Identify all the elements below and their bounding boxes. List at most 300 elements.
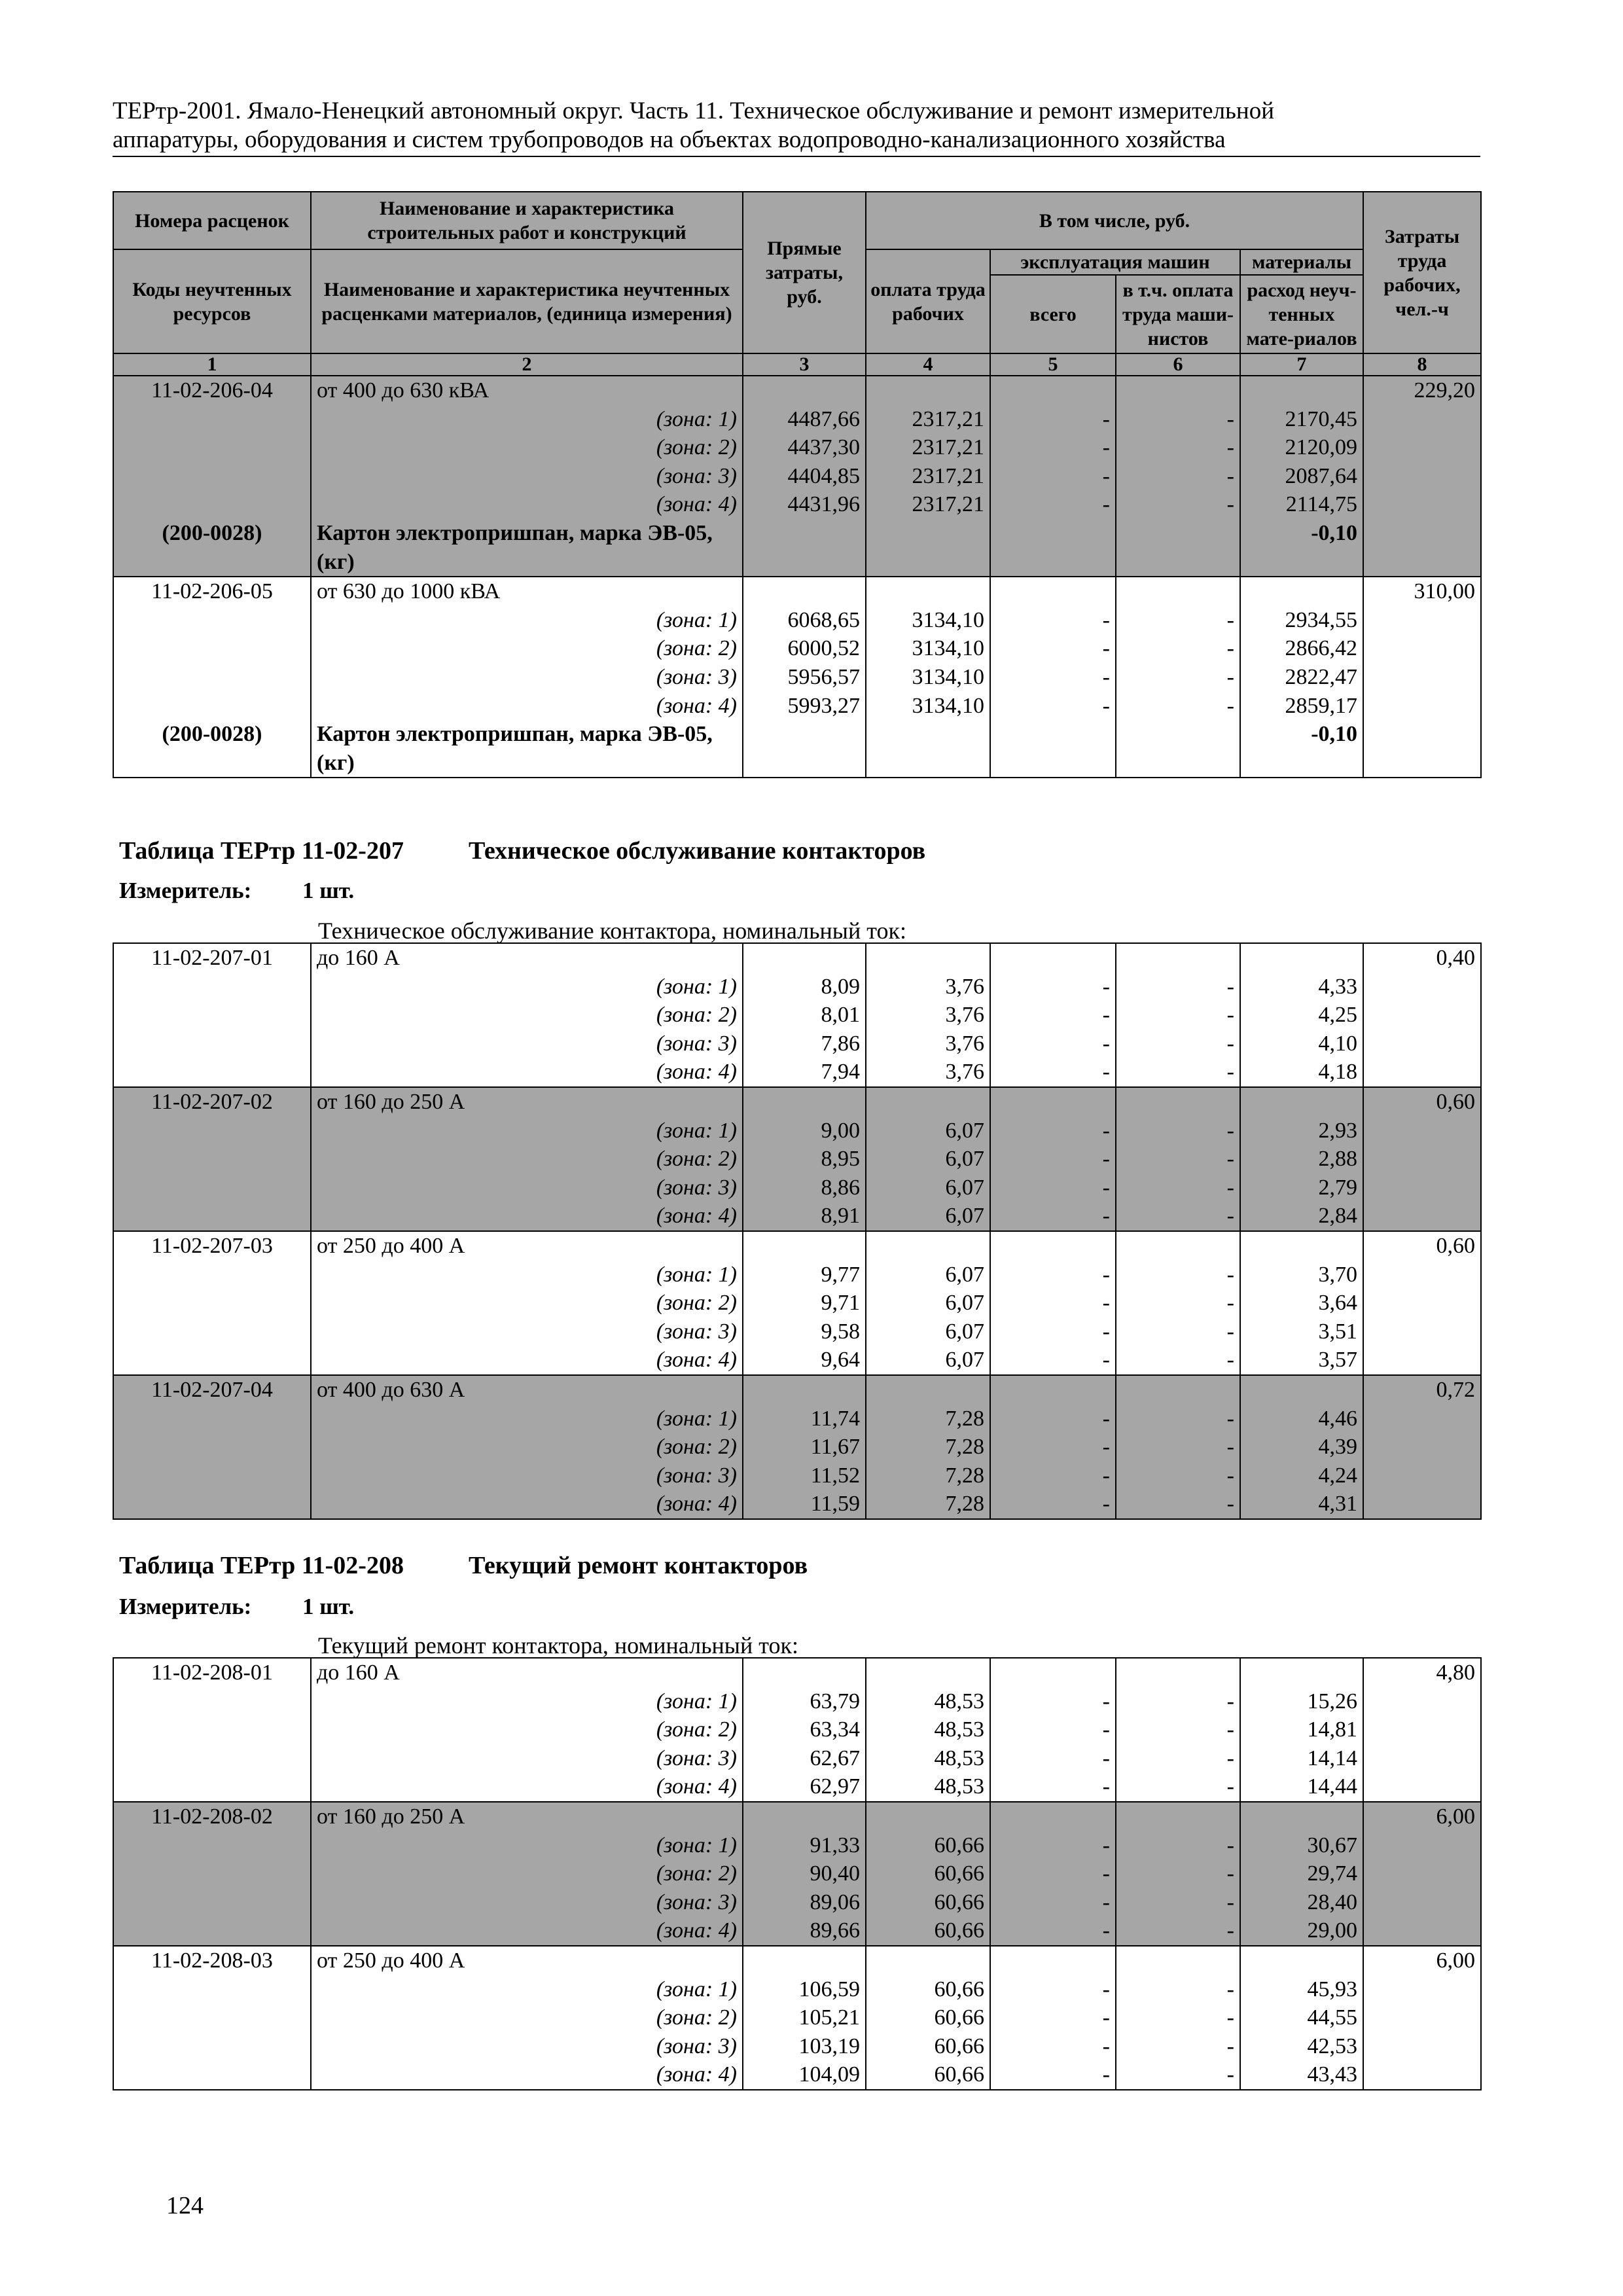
empty-cell [1116, 519, 1240, 577]
empty-cell [1363, 1058, 1481, 1087]
materials-cost: 2,84 [1240, 1202, 1363, 1231]
machines-cost: - [990, 1687, 1116, 1716]
empty-cell [1240, 1658, 1363, 1687]
empty-cell [113, 2003, 311, 2032]
wage-cost: 60,66 [866, 1888, 990, 1917]
zone-label: (зона: 1) [311, 973, 743, 1001]
material-code: (200-0028) [113, 519, 311, 577]
empty-cell [1240, 577, 1363, 606]
empty-cell [990, 519, 1116, 577]
zone-row [113, 433, 1481, 462]
machines-wage-cost: - [1116, 1916, 1240, 1946]
empty-cell [1116, 1802, 1240, 1831]
empty-cell [743, 1658, 866, 1687]
empty-cell [1363, 490, 1481, 519]
empty-cell [1363, 1117, 1481, 1145]
header-materials: материалы [1240, 249, 1363, 275]
zone-label: (зона: 3) [311, 1462, 743, 1490]
machines-cost: - [990, 490, 1116, 519]
wage-cost: 3,76 [866, 1001, 990, 1030]
machines-wage-cost: - [1116, 2060, 1240, 2090]
rate-code: 11-02-207-02 [113, 1087, 311, 1117]
machines-cost: - [990, 1462, 1116, 1490]
machines-wage-cost: - [1116, 1030, 1240, 1058]
zone-row [113, 1058, 1481, 1087]
machines-wage-cost: - [1116, 692, 1240, 721]
material-code: (200-0028) [113, 720, 311, 778]
machines-cost: - [990, 1117, 1116, 1145]
zone-label: (зона: 3) [311, 462, 743, 491]
empty-cell [1363, 1174, 1481, 1202]
empty-cell [1363, 2003, 1481, 2032]
empty-cell [1363, 1462, 1481, 1490]
empty-cell [113, 1744, 311, 1773]
empty-cell [1363, 1318, 1481, 1346]
zone-label: (зона: 3) [311, 1318, 743, 1346]
empty-cell [113, 1715, 311, 1744]
wage-cost: 6,07 [866, 1346, 990, 1375]
empty-cell [1363, 462, 1481, 491]
header-machines: эксплуатация машин [990, 249, 1240, 275]
machines-cost: - [990, 1346, 1116, 1375]
wage-cost: 7,28 [866, 1405, 990, 1433]
empty-cell [1363, 405, 1481, 434]
empty-cell [1363, 2032, 1481, 2061]
empty-cell [1363, 606, 1481, 635]
wage-cost: 60,66 [866, 1916, 990, 1946]
zone-label: (зона: 3) [311, 1030, 743, 1058]
machines-wage-cost: - [1116, 1318, 1240, 1346]
machines-wage-cost: - [1116, 1261, 1240, 1289]
col-number: 8 [1363, 353, 1481, 376]
machines-cost: - [990, 462, 1116, 491]
table-row [113, 943, 1481, 973]
machines-wage-cost: - [1116, 433, 1240, 462]
machines-wage-cost: - [1116, 490, 1240, 519]
col-number: 3 [743, 353, 866, 376]
machines-cost: - [990, 1859, 1116, 1888]
empty-cell [990, 577, 1116, 606]
rate-name: от 160 до 250 А [311, 1802, 743, 1831]
empty-cell [1116, 1946, 1240, 1975]
wage-cost: 6,07 [866, 1145, 990, 1174]
section-207-name: Техническое обслуживание контакторов [469, 837, 926, 865]
machines-cost: - [990, 1030, 1116, 1058]
materials-cost: 4,46 [1240, 1405, 1363, 1433]
empty-cell [1363, 1916, 1481, 1946]
direct-cost: 105,21 [743, 2003, 866, 2032]
empty-cell [866, 1658, 990, 1687]
zone-row [113, 2060, 1481, 2090]
direct-cost: 89,66 [743, 1916, 866, 1946]
table-row [113, 1087, 1481, 1117]
direct-cost: 8,86 [743, 1174, 866, 1202]
empty-cell [1363, 1744, 1481, 1773]
zone-row [113, 1289, 1481, 1318]
zone-row [113, 1202, 1481, 1231]
empty-cell [113, 462, 311, 491]
empty-cell [1363, 1145, 1481, 1174]
empty-cell [113, 2060, 311, 2090]
col-number: 1 [113, 353, 311, 376]
wage-cost: 60,66 [866, 1831, 990, 1860]
materials-cost: 45,93 [1240, 1975, 1363, 2004]
empty-cell [113, 1916, 311, 1946]
col-number: 6 [1116, 353, 1240, 376]
zone-label: (зона: 3) [311, 2032, 743, 2061]
section-208-title [119, 1551, 808, 1580]
machines-cost: - [990, 2032, 1116, 2061]
direct-cost: 9,77 [743, 1261, 866, 1289]
material-row [113, 519, 1481, 577]
empty-cell [113, 1058, 311, 1087]
machines-wage-cost: - [1116, 1001, 1240, 1030]
direct-cost: 11,52 [743, 1462, 866, 1490]
zone-row [113, 973, 1481, 1001]
empty-cell [113, 1831, 311, 1860]
empty-cell [1363, 1772, 1481, 1802]
materials-cost: 4,25 [1240, 1001, 1363, 1030]
machines-cost: - [990, 1715, 1116, 1744]
machines-cost: - [990, 692, 1116, 721]
empty-cell [1116, 376, 1240, 405]
direct-cost: 4404,85 [743, 462, 866, 491]
direct-cost: 89,06 [743, 1888, 866, 1917]
machines-wage-cost: - [1116, 1831, 1240, 1860]
zone-row [113, 1433, 1481, 1462]
col-number: 7 [1240, 353, 1363, 376]
empty-cell [113, 634, 311, 663]
zone-label: (зона: 2) [311, 1145, 743, 1174]
table-row [113, 1375, 1481, 1405]
empty-cell [1116, 1087, 1240, 1117]
materials-cost: 2,93 [1240, 1117, 1363, 1145]
rate-code: 11-02-208-03 [113, 1946, 311, 1975]
zone-row [113, 1888, 1481, 1917]
zone-label: (зона: 1) [311, 1117, 743, 1145]
zone-row [113, 606, 1481, 635]
zone-row [113, 1261, 1481, 1289]
empty-cell [743, 1375, 866, 1405]
wage-cost: 60,66 [866, 1859, 990, 1888]
empty-cell [990, 1802, 1116, 1831]
zone-row [113, 1744, 1481, 1773]
empty-cell [1363, 1975, 1481, 2004]
header-labor: Затраты труда рабочих, чел.-ч [1363, 192, 1481, 353]
zone-label: (зона: 1) [311, 1975, 743, 2004]
labor-cost: 310,00 [1363, 577, 1481, 606]
zone-label: (зона: 4) [311, 1916, 743, 1946]
empty-cell [743, 519, 866, 577]
zone-label: (зона: 1) [311, 1405, 743, 1433]
empty-cell [743, 1087, 866, 1117]
header-col1-bottom: Коды неучтенных ресурсов [113, 249, 311, 353]
material-row [113, 720, 1481, 778]
zone-label: (зона: 4) [311, 692, 743, 721]
zone-label: (зона: 2) [311, 1001, 743, 1030]
machines-cost: - [990, 1744, 1116, 1773]
zone-row [113, 1916, 1481, 1946]
zone-label: (зона: 2) [311, 1859, 743, 1888]
header-machines-total: всего [990, 275, 1116, 353]
materials-cost: 4,18 [1240, 1058, 1363, 1087]
rate-name: до 160 А [311, 943, 743, 973]
direct-cost: 11,59 [743, 1490, 866, 1519]
zone-label: (зона: 4) [311, 1772, 743, 1802]
materials-cost: 14,44 [1240, 1772, 1363, 1802]
empty-cell [1363, 1433, 1481, 1462]
wage-cost: 7,28 [866, 1490, 990, 1519]
materials-cost: 29,00 [1240, 1916, 1363, 1946]
labor-cost: 229,20 [1363, 376, 1481, 405]
machines-wage-cost: - [1116, 1346, 1240, 1375]
materials-cost: 3,64 [1240, 1289, 1363, 1318]
machines-cost: - [990, 1174, 1116, 1202]
direct-cost: 9,71 [743, 1289, 866, 1318]
empty-cell [113, 606, 311, 635]
wage-cost: 48,53 [866, 1715, 990, 1744]
rates-table-206 [113, 191, 1482, 778]
zone-row [113, 1001, 1481, 1030]
rate-name: от 250 до 400 А [311, 1946, 743, 1975]
empty-cell [866, 720, 990, 778]
zone-label: (зона: 1) [311, 1261, 743, 1289]
direct-cost: 9,58 [743, 1318, 866, 1346]
header-line-1: ТЕРтр-2001. Ямало-Ненецкий автономный округ. Часть 11. Техническое обслуживание и ремонт измерительной [113, 98, 1275, 124]
wage-cost: 6,07 [866, 1261, 990, 1289]
direct-cost: 63,34 [743, 1715, 866, 1744]
zone-row [113, 2032, 1481, 2061]
materials-cost: 3,57 [1240, 1346, 1363, 1375]
zone-row [113, 2003, 1481, 2032]
materials-cost: 2859,17 [1240, 692, 1363, 721]
header-group: В том числе, руб. [866, 192, 1363, 249]
section-207-meter [119, 877, 354, 905]
direct-cost: 4487,66 [743, 405, 866, 434]
direct-cost: 6068,65 [743, 606, 866, 635]
zone-label: (зона: 3) [311, 1174, 743, 1202]
empty-cell [866, 943, 990, 973]
empty-cell [1240, 943, 1363, 973]
zone-label: (зона: 2) [311, 2003, 743, 2032]
empty-cell [113, 692, 311, 721]
rates-table-208 [113, 1657, 1482, 2090]
machines-cost: - [990, 606, 1116, 635]
empty-cell [1240, 1946, 1363, 1975]
direct-cost: 8,09 [743, 973, 866, 1001]
materials-cost: 14,81 [1240, 1715, 1363, 1744]
materials-cost: 3,51 [1240, 1318, 1363, 1346]
direct-cost: 7,94 [743, 1058, 866, 1087]
zone-label: (зона: 2) [311, 1715, 743, 1744]
empty-cell [866, 1375, 990, 1405]
zone-row [113, 1859, 1481, 1888]
machines-wage-cost: - [1116, 1772, 1240, 1802]
wage-cost: 60,66 [866, 2032, 990, 2061]
machines-cost: - [990, 663, 1116, 692]
materials-cost: 2087,64 [1240, 462, 1363, 491]
wage-cost: 6,07 [866, 1289, 990, 1318]
table-row [113, 1658, 1481, 1687]
zone-label: (зона: 2) [311, 1433, 743, 1462]
empty-cell [1116, 1375, 1240, 1405]
labor-cost: 6,00 [1363, 1946, 1481, 1975]
empty-cell [113, 1318, 311, 1346]
materials-cost: 28,40 [1240, 1888, 1363, 1917]
machines-cost: - [990, 634, 1116, 663]
empty-cell [990, 1231, 1116, 1261]
zone-row [113, 1318, 1481, 1346]
machines-cost: - [990, 1916, 1116, 1946]
rate-code: 11-02-208-01 [113, 1658, 311, 1687]
empty-cell [113, 1001, 311, 1030]
zone-label: (зона: 3) [311, 663, 743, 692]
machines-wage-cost: - [1116, 606, 1240, 635]
empty-cell [1363, 1859, 1481, 1888]
section-207-subtitle: Техническое обслуживание контактора, номинальный ток: [318, 918, 906, 944]
machines-wage-cost: - [1116, 634, 1240, 663]
page-header [113, 97, 1480, 157]
zone-label: (зона: 3) [311, 1888, 743, 1917]
col-number: 4 [866, 353, 990, 376]
wage-cost: 7,28 [866, 1433, 990, 1462]
materials-cost: 2866,42 [1240, 634, 1363, 663]
direct-cost: 63,79 [743, 1687, 866, 1716]
zone-row [113, 634, 1481, 663]
materials-cost: 3,70 [1240, 1261, 1363, 1289]
rate-name: от 250 до 400 А [311, 1231, 743, 1261]
zone-label: (зона: 4) [311, 1058, 743, 1087]
empty-cell [113, 663, 311, 692]
empty-cell [743, 1802, 866, 1831]
zone-row [113, 1831, 1481, 1860]
empty-cell [990, 1375, 1116, 1405]
materials-cost: 4,24 [1240, 1462, 1363, 1490]
rate-name: от 630 до 1000 кВА [311, 577, 743, 606]
machines-cost: - [990, 433, 1116, 462]
materials-cost: 4,10 [1240, 1030, 1363, 1058]
empty-cell [113, 1030, 311, 1058]
empty-cell [113, 490, 311, 519]
zone-label: (зона: 4) [311, 490, 743, 519]
empty-cell [113, 1687, 311, 1716]
materials-cost: 4,31 [1240, 1490, 1363, 1519]
section-207-title [119, 836, 925, 865]
rate-code: 11-02-207-04 [113, 1375, 311, 1405]
zone-row [113, 1490, 1481, 1519]
materials-cost: 43,43 [1240, 2060, 1363, 2090]
section-208-name: Текущий ремонт контакторов [469, 1552, 808, 1579]
zone-row [113, 1145, 1481, 1174]
direct-cost: 8,95 [743, 1145, 866, 1174]
empty-cell [990, 1946, 1116, 1975]
labor-cost: 0,40 [1363, 943, 1481, 973]
materials-cost: 42,53 [1240, 2032, 1363, 2061]
header-col1-top: Номера расценок [113, 192, 311, 249]
direct-cost: 62,97 [743, 1772, 866, 1802]
header-direct-costs: Прямые затраты, руб. [743, 192, 866, 353]
empty-cell [113, 1202, 311, 1231]
meter-label: Измеритель: [119, 1594, 252, 1619]
material-name: Картон электропришпан, марка ЭВ-05, (кг) [311, 720, 743, 778]
empty-cell [113, 1174, 311, 1202]
meter-value: 1 шт. [302, 1594, 355, 1619]
empty-cell [1363, 692, 1481, 721]
machines-wage-cost: - [1116, 1888, 1240, 1917]
labor-cost: 0,60 [1363, 1087, 1481, 1117]
wage-cost: 6,07 [866, 1117, 990, 1145]
zone-row [113, 1117, 1481, 1145]
section-208-meter [119, 1593, 354, 1621]
direct-cost: 103,19 [743, 2032, 866, 2061]
zone-label: (зона: 4) [311, 1490, 743, 1519]
materials-cost: 4,39 [1240, 1433, 1363, 1462]
empty-cell [866, 1802, 990, 1831]
empty-cell [1363, 973, 1481, 1001]
materials-cost: 2,88 [1240, 1145, 1363, 1174]
machines-wage-cost: - [1116, 2003, 1240, 2032]
empty-cell [113, 1433, 311, 1462]
zone-row [113, 1462, 1481, 1490]
machines-wage-cost: - [1116, 1859, 1240, 1888]
header-line-2: аппаратуры, оборудования и систем трубопроводов на объектах водопроводно-канализационного хозяйства [113, 126, 1226, 153]
rate-code: 11-02-207-01 [113, 943, 311, 973]
zone-label: (зона: 1) [311, 606, 743, 635]
machines-cost: - [990, 1318, 1116, 1346]
zone-row [113, 1174, 1481, 1202]
labor-cost: 0,72 [1363, 1375, 1481, 1405]
materials-cost: 29,74 [1240, 1859, 1363, 1888]
zone-row [113, 1715, 1481, 1744]
empty-cell [113, 1261, 311, 1289]
machines-wage-cost: - [1116, 1975, 1240, 2004]
empty-cell [1240, 1087, 1363, 1117]
empty-cell [743, 376, 866, 405]
empty-cell [113, 1859, 311, 1888]
header-col2-bottom: Наименование и характеристика неучтенных расценками материалов, (единица измерения) [311, 249, 743, 353]
machines-wage-cost: - [1116, 1433, 1240, 1462]
machines-wage-cost: - [1116, 462, 1240, 491]
material-name: Картон электропришпан, марка ЭВ-05, (кг) [311, 519, 743, 577]
header-col2-top: Наименование и характеристика строительных работ и конструкций [311, 192, 743, 249]
empty-cell [1363, 433, 1481, 462]
machines-wage-cost: - [1116, 1687, 1240, 1716]
zone-label: (зона: 4) [311, 1346, 743, 1375]
empty-cell [1363, 634, 1481, 663]
machines-cost: - [990, 1888, 1116, 1917]
machines-cost: - [990, 1975, 1116, 2004]
empty-cell [866, 1087, 990, 1117]
zone-row [113, 1772, 1481, 1802]
empty-cell [1363, 1030, 1481, 1058]
wage-cost: 48,53 [866, 1744, 990, 1773]
direct-cost: 6000,52 [743, 634, 866, 663]
direct-cost: 5993,27 [743, 692, 866, 721]
labor-cost: 4,80 [1363, 1658, 1481, 1687]
zone-row [113, 692, 1481, 721]
direct-cost: 104,09 [743, 2060, 866, 2090]
empty-cell [1363, 1202, 1481, 1231]
zone-label: (зона: 4) [311, 2060, 743, 2090]
direct-cost: 4431,96 [743, 490, 866, 519]
empty-cell [1240, 1802, 1363, 1831]
col-number: 2 [311, 353, 743, 376]
meter-label: Измеритель: [119, 878, 252, 903]
empty-cell [1363, 1261, 1481, 1289]
zone-label: (зона: 2) [311, 634, 743, 663]
rate-name: от 400 до 630 кВА [311, 376, 743, 405]
machines-cost: - [990, 405, 1116, 434]
